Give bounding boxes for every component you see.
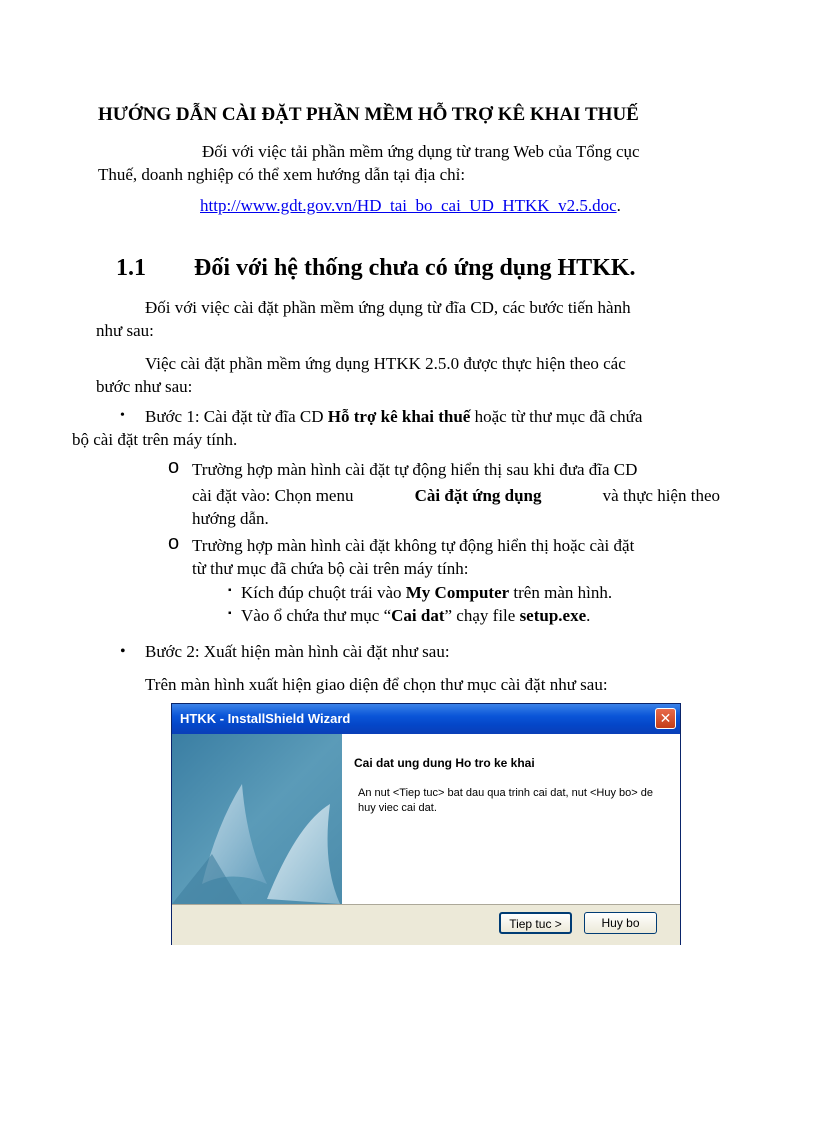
section-title: Đối với hệ thống chưa có ứng dụng HTKK. — [194, 255, 636, 281]
circle-bullet-icon: o — [168, 532, 180, 554]
sub2-line-2: từ thư mục đã chứa bộ cài trên máy tính: — [192, 559, 469, 578]
sail-graphic-icon — [172, 734, 342, 904]
sub1-line-1: Trường hợp màn hình cài đặt tự động hiển thị sau khi đưa đĩa CD — [192, 460, 638, 479]
wizard-titlebar[interactable] — [172, 704, 680, 734]
para2-line-1: Việc cài đặt phần mềm ứng dụng HTKK 2.5.0 được thực hiện theo các — [145, 354, 626, 373]
sub1-line2-suffix: và thực hiện theo — [602, 486, 720, 505]
wizard-title: HTKK - InstallShield Wizard — [180, 711, 351, 726]
link-suffix: . — [616, 196, 621, 215]
wizard-text: An nut <Tiep tuc> bat dau qua trinh cai dat, nut <Huy bo> de huy viec cai dat. — [358, 787, 653, 814]
subsub2-prefix: Vào ổ chứa thư mục “ — [241, 606, 392, 625]
wizard-content — [342, 734, 680, 904]
square-bullet-icon: ▪ — [228, 585, 232, 596]
square-bullet-icon: ▪ — [228, 608, 232, 619]
step1-line-2: bộ cài đặt trên máy tính. — [72, 430, 238, 449]
step1-prefix: Bước 1: Cài đặt từ đĩa CD — [145, 407, 328, 426]
sub1-line2-bold: Cài đặt ứng dụng — [414, 486, 542, 505]
wizard-heading: Cai dat ung dung Ho tro ke khai — [354, 756, 535, 770]
wizard-side-graphic — [172, 734, 342, 904]
subsub1-bold: My Computer — [405, 583, 510, 602]
para1-line-1: Đối với việc cài đặt phần mềm ứng dụng từ đĩa CD, các bước tiến hành — [145, 298, 631, 317]
subsub2-bold: Cai dat — [391, 606, 445, 625]
wizard-button-bar — [172, 904, 680, 945]
intro-line-1: Đối với việc tải phần mềm ứng dụng từ trang Web của Tổng cục — [202, 142, 640, 161]
installshield-wizard-window — [171, 703, 681, 945]
download-guide-link[interactable]: http://www.gdt.gov.vn/HD_tai_bo_cai_UD_HTKK_v2.5.doc — [200, 196, 617, 215]
cancel-button[interactable]: Huy bo — [584, 912, 657, 934]
step1-suffix: hoặc từ thư mục đã chứa — [470, 407, 643, 426]
subsub2-mid: ” chạy file — [444, 606, 520, 625]
subsub1-prefix: Kích đúp chuột trái vào — [241, 583, 406, 602]
sub2-line-1: Trường hợp màn hình cài đặt không tự động hiển thị hoặc cài đặt — [192, 536, 635, 555]
step1-line-1 — [145, 405, 642, 428]
sub1-line-2 — [192, 484, 720, 507]
bullet-icon: • — [120, 408, 125, 423]
sub1-line-3: hướng dẫn. — [192, 509, 269, 528]
subsub1-suffix: trên màn hình. — [509, 583, 613, 602]
subsub2-line — [241, 604, 590, 627]
subsub2-bold2: setup.exe — [519, 606, 587, 625]
subsub2-suffix: . — [586, 606, 591, 625]
next-button[interactable]: Tiep tuc > — [499, 912, 572, 934]
circle-bullet-icon: o — [168, 456, 180, 478]
sub1-line2-prefix: cài đặt vào: Chọn menu — [192, 486, 354, 505]
step2-desc: Trên màn hình xuất hiện giao diện để chọn thư mục cài đặt như sau: — [145, 675, 608, 694]
subsub1-line — [241, 581, 612, 604]
close-icon[interactable]: ✕ — [655, 708, 676, 729]
bullet-icon: • — [120, 643, 126, 660]
step2-line: Bước 2: Xuất hiện màn hình cài đặt như sau: — [145, 642, 450, 661]
para1-line-2: như sau: — [96, 321, 154, 340]
step1-bold: Hỗ trợ kê khai thuế — [327, 407, 471, 426]
para2-line-2: bước như sau: — [96, 377, 193, 396]
page-title: HƯỚNG DẪN CÀI ĐẶT PHẦN MỀM HỖ TRỢ KÊ KHAI THUẾ — [98, 104, 639, 125]
intro-link-line — [200, 194, 621, 217]
section-heading — [116, 255, 636, 282]
section-number: 1.1 — [116, 255, 146, 281]
intro-line-2: Thuế, doanh nghiệp có thể xem hướng dẫn tại địa chỉ: — [98, 165, 466, 184]
